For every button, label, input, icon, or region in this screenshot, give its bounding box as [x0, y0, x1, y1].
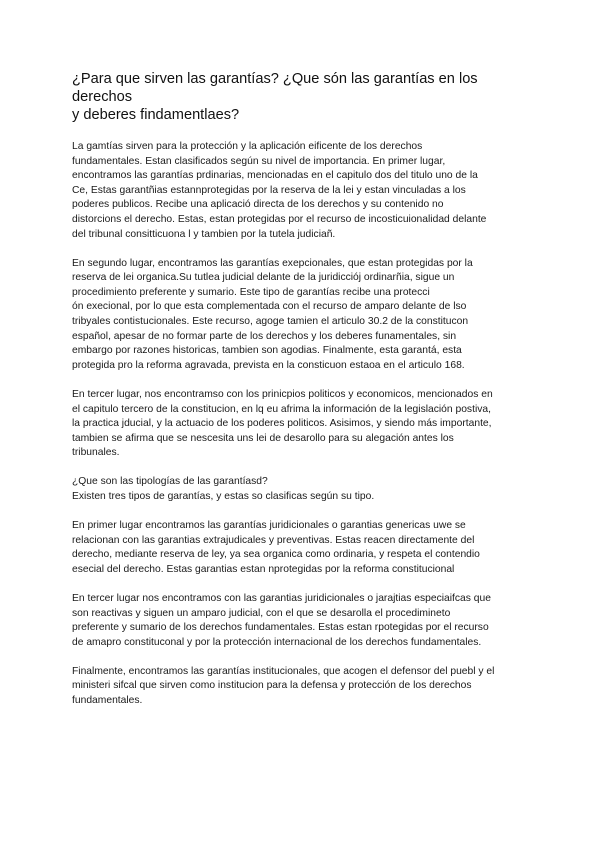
paragraph-institutional-guarantees: Finalmente, encontramos las garantías institucionales, que acogen el defensor del puebl y el ministeri sifcal que sirven como institucion para la defensa y protección de los derechos fundamentales. — [72, 665, 495, 706]
paragraph-principles: En tercer lugar, nos encontramso con los prinicpios politicos y economicos, mencionados en el capitulo tercero de la constitucion, en lq eu afrima la información de la legislación postiva, la practica jducial, y la actuacio de los poderes politicos. Asisimos, y siendo más importante, tambien se afirma que se nescesita uns lei de desarollo para su alegación antes los tribunales. — [72, 388, 493, 459]
paragraph-purpose: La gamtías sirven para la protección y la aplicación eificente de los derechos fundamentales. Estan clasificados según su nivel de importancia. En primer lugar, encontramos las garantías prdinarias, mencionadas en el capitulo dos del titulo uno de la Ce, Estas garantñias estannprotegidas por la reserva de la lei y estan vinculadas a los poderes publicos. Recibe una aplicació directa de los derechos y su contenido no distorcions el derecho. Estas, estan protegidas por el recurso de incosticuionalidad delante del tribunal consitticuona l y tambien por la tutela judiciañ. — [72, 141, 487, 240]
document-title: ¿Para que sirven las garantías? ¿Que són las garantías en los derechos y deberes findamentlaes? — [72, 71, 478, 123]
section-subtitle: ¿Que son las tipologías de las garantíasd? Existen tres tipos de garantías, y estas so clasificas según su tipo. — [72, 476, 375, 502]
document-page — [72, 70, 534, 709]
paragraph-exceptional: En segundo lugar, encontramos las garantías exepcionales, que estan protegidas por la reserva de lei organica.Su tutlea judicial delante de la juridicciój ordinarñia, sigue un procedimiento preferente y sumario. Este tipo de garantías recibe una protecci ón execional, por lo que esta complementada con el recurso de amparo delante de lso tribyales contistucionales. Este recurso, agoge tamien el articulo 30.2 de la constitucon español, apesar de no formar parte de los derechos y los deberes funamentales, sin embargo por razones historicas, tambien son agodias. Finalmente, esta garantá, esta protegida pro la reforma agravada, prevista en la consticuon estaoa en el articulo 168. — [72, 257, 473, 371]
paragraph-specific-guarantees: En tercer lugar nos encontramos con las garantias juridicionales o jarajtias especiaifcas que son reactivas y siguen un amparo judicial, con el que se desarolla el procedimineto preferente y sumario de los derechos fundamentales. Estas estan rpotegidas por el recurso de amapro constituconal y por la protección internacional de los derechos fundamentales. — [72, 592, 491, 648]
paragraph-generic-guarantees: En primer lugar encontramos las garantías juridicionales o garantias genericas uwe se relacionan con las garantias extrajudicales y preventivas. Estas reacen directamente del derecho, mediante reserva de ley, ya sea organica como ordinaria, y respeta el contendio esecial del derecho. Estas garantias estan nprotegidas por la reforma constitucional — [72, 520, 480, 575]
